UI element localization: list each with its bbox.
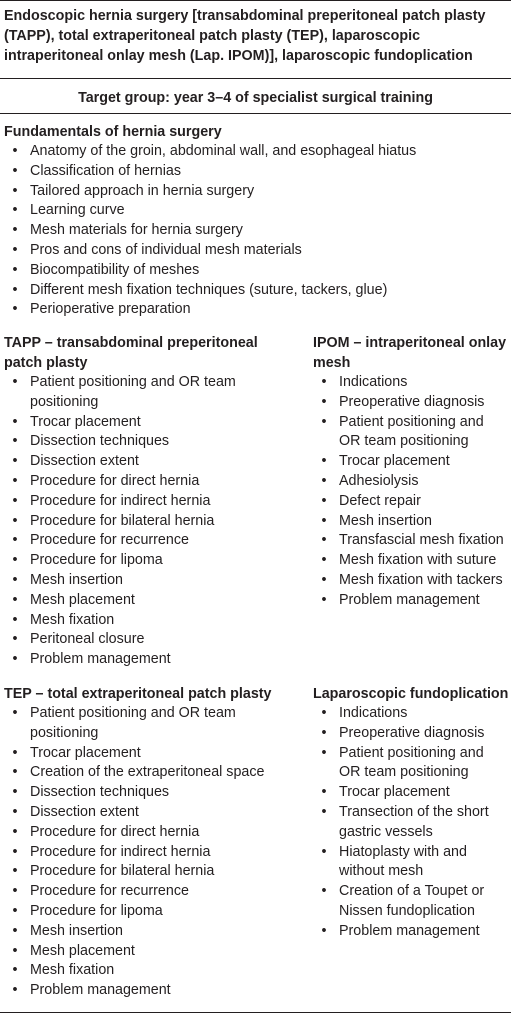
list-item (313, 744, 509, 784)
bullet-icon: • (12, 453, 18, 470)
bullet-icon: • (321, 532, 327, 549)
bullet-icon: • (12, 764, 18, 781)
list-item (4, 744, 299, 764)
list-item (313, 492, 509, 512)
item-text: Dissection extent (30, 453, 139, 470)
list-item (4, 512, 299, 532)
item-list (4, 142, 504, 320)
bullet-icon: • (12, 571, 18, 588)
list-item (313, 571, 509, 591)
section-heading: IPOM – intraperitoneal onlay mesh (313, 335, 507, 371)
item-text: Mesh fixation with tackers (339, 571, 503, 588)
item-text: Dissection techniques (30, 784, 170, 801)
list-item (313, 922, 509, 942)
list-item (4, 882, 299, 902)
item-text: Mesh placement (30, 591, 135, 608)
item-text: Trocar placement (30, 744, 141, 761)
bullet-icon: • (12, 261, 18, 278)
item-text: Biocompatibility of meshes (30, 261, 200, 278)
item-text: Procedure for bilateral hernia (30, 512, 215, 529)
item-text: Hiatoplasty with and without mesh (339, 843, 467, 880)
bullet-icon: • (12, 744, 18, 761)
bullet-icon: • (12, 611, 18, 628)
bullet-icon: • (321, 724, 327, 741)
item-text: Dissection techniques (30, 433, 170, 450)
list-item (4, 413, 299, 433)
bullet-icon: • (12, 512, 18, 529)
bullet-icon: • (321, 705, 327, 721)
list-item (313, 551, 509, 571)
section-laparoscopic-fundoplication (313, 684, 509, 942)
bullet-icon: • (12, 982, 18, 999)
list-item (4, 452, 299, 472)
list-item (4, 862, 299, 882)
item-text: Anatomy of the groin, abdominal wall, and esophageal hiatus (30, 143, 417, 159)
item-text: Procedure for lipoma (30, 902, 163, 919)
list-item (4, 704, 299, 744)
item-text: Transfascial mesh fixation (339, 532, 504, 549)
item-text: Mesh materials for hernia surgery (30, 222, 243, 239)
item-text: Procedure for direct hernia (30, 823, 200, 840)
bullet-icon: • (12, 532, 18, 549)
bullet-icon: • (12, 374, 18, 390)
list-item (313, 452, 509, 472)
item-text: Procedure for bilateral hernia (30, 863, 215, 880)
item-text: Procedure for lipoma (30, 552, 163, 569)
list-item (4, 942, 299, 962)
bullet-icon: • (12, 301, 18, 318)
bullet-icon: • (12, 202, 18, 219)
bullet-icon: • (321, 413, 327, 430)
item-text: Problem management (30, 982, 171, 999)
item-text: Mesh insertion (30, 922, 123, 939)
item-text: Trocar placement (30, 413, 141, 430)
section-tapp (4, 333, 299, 670)
list-item (4, 182, 504, 202)
item-text: Tailored approach in hernia surgery (30, 182, 255, 199)
list-item (313, 591, 509, 611)
bullet-icon: • (321, 744, 327, 761)
bullet-icon: • (321, 453, 327, 470)
item-text: Indications (339, 374, 408, 390)
list-item (313, 373, 509, 393)
list-item (313, 413, 509, 453)
item-text: Different mesh fixation techniques (suture, tackers, glue) (30, 281, 388, 298)
section-ipom (313, 333, 509, 611)
bullet-icon: • (12, 143, 18, 159)
bullet-icon: • (12, 631, 18, 648)
list-item (4, 281, 504, 301)
list-item (4, 783, 299, 803)
list-item (4, 981, 299, 1001)
bullet-icon: • (12, 492, 18, 509)
bullet-icon: • (321, 571, 327, 588)
bullet-icon: • (12, 162, 18, 179)
item-text: Preoperative diagnosis (339, 724, 485, 741)
bullet-icon: • (12, 281, 18, 298)
item-text: Trocar placement (339, 784, 450, 801)
item-text: Adhesiolysis (339, 472, 419, 489)
bullet-icon: • (12, 883, 18, 900)
item-text: Problem management (339, 591, 480, 608)
item-text: Perioperative preparation (30, 301, 191, 318)
list-item (4, 843, 299, 863)
bullet-icon: • (12, 591, 18, 608)
item-text: Procedure for indirect hernia (30, 843, 211, 860)
item-list (313, 373, 509, 611)
list-item (4, 261, 504, 281)
bullet-icon: • (12, 962, 18, 979)
item-text: Preoperative diagnosis (339, 393, 485, 410)
list-item (313, 512, 509, 532)
bullet-icon: • (321, 552, 327, 569)
item-text: Problem management (30, 651, 171, 668)
list-item (313, 724, 509, 744)
item-text: Procedure for indirect hernia (30, 492, 211, 509)
top-rule (0, 0, 511, 1)
bullet-icon: • (12, 413, 18, 430)
section-heading: Laparoscopic fundoplication (313, 686, 509, 702)
bullet-icon: • (12, 784, 18, 801)
list-item (4, 531, 299, 551)
bullet-icon: • (321, 472, 327, 489)
list-item (313, 882, 509, 922)
item-text: Defect repair (339, 492, 421, 509)
target-group: Target group: year 3–4 of specialist surgical training (78, 90, 433, 106)
list-item (4, 551, 299, 571)
bullet-icon: • (321, 591, 327, 608)
list-item (4, 902, 299, 922)
list-item (4, 221, 504, 241)
bullet-icon: • (12, 823, 18, 840)
item-text: Dissection extent (30, 803, 139, 820)
bullet-icon: • (321, 784, 327, 801)
item-text: Indications (339, 705, 408, 721)
bullet-icon: • (12, 863, 18, 880)
item-text: Mesh fixation with suture (339, 552, 497, 569)
list-item (4, 432, 299, 452)
bullet-icon: • (12, 182, 18, 199)
item-text: Creation of the extraperitoneal space (30, 764, 265, 781)
list-item (4, 650, 299, 670)
item-text: Mesh insertion (30, 571, 123, 588)
bullet-icon: • (12, 705, 18, 721)
item-text: Mesh placement (30, 942, 135, 959)
item-text: Procedure for recurrence (30, 883, 189, 900)
list-item (4, 300, 504, 320)
list-item (313, 843, 509, 883)
list-item (313, 783, 509, 803)
list-item (4, 142, 504, 162)
bullet-icon: • (12, 922, 18, 939)
list-item (4, 201, 504, 221)
bullet-icon: • (321, 374, 327, 390)
bullet-icon: • (12, 433, 18, 450)
bullet-icon: • (12, 651, 18, 668)
item-text: Peritoneal closure (30, 631, 145, 648)
list-item (4, 591, 299, 611)
list-item (313, 393, 509, 413)
list-item (4, 803, 299, 823)
item-text: Mesh fixation (30, 611, 115, 628)
bullet-icon: • (321, 512, 327, 529)
item-text: Trocar placement (339, 453, 450, 470)
bullet-icon: • (12, 222, 18, 239)
item-text: Transection of the short gastric vessels (339, 803, 489, 840)
bullet-icon: • (321, 803, 327, 820)
item-text: Patient positioning and OR team positioning (30, 705, 236, 741)
bullet-icon: • (12, 552, 18, 569)
bullet-icon: • (321, 843, 327, 860)
item-text: Mesh fixation (30, 962, 115, 979)
list-item (4, 922, 299, 942)
bullet-icon: • (321, 393, 327, 410)
bullet-icon: • (12, 843, 18, 860)
list-item (313, 803, 509, 843)
bullet-icon: • (321, 922, 327, 939)
list-item (4, 961, 299, 981)
list-item (4, 763, 299, 783)
list-item (4, 823, 299, 843)
item-list (4, 704, 299, 1001)
bullet-icon: • (12, 902, 18, 919)
item-text: Patient positioning and OR team positioning (30, 374, 236, 410)
bullet-icon: • (12, 942, 18, 959)
item-text: Mesh insertion (339, 512, 432, 529)
list-item (4, 571, 299, 591)
item-text: Learning curve (30, 202, 125, 219)
bullet-icon: • (12, 472, 18, 489)
section-tep (4, 684, 299, 1001)
list-item (4, 162, 504, 182)
item-text: Pros and cons of individual mesh materials (30, 241, 302, 258)
section-fundamentals (4, 122, 504, 320)
title-rule (0, 78, 511, 79)
item-text: Patient positioning and OR team positioning (339, 413, 484, 450)
list-item (4, 630, 299, 650)
bullet-icon: • (321, 492, 327, 509)
item-list (4, 373, 299, 670)
list-item (313, 531, 509, 551)
item-text: Patient positioning and OR team positioning (339, 744, 484, 781)
item-text: Problem management (339, 922, 480, 939)
list-item (4, 492, 299, 512)
list-item (4, 373, 299, 413)
item-text: Procedure for direct hernia (30, 472, 200, 489)
table-title: Endoscopic hernia surgery [transabdominal preperitoneal patch plasty (TAPP), total extraperitoneal patch plasty (TEP), laparoscopic intraperitoneal onlay mesh (Lap. IPOM)], laparoscopic fundoplication (4, 8, 486, 64)
section-heading: TEP – total extraperitoneal patch plasty (4, 686, 272, 702)
bullet-icon: • (12, 241, 18, 258)
section-heading: TAPP – transabdominal preperitoneal patch plasty (4, 335, 258, 371)
item-text: Procedure for recurrence (30, 532, 189, 549)
item-list (313, 704, 509, 942)
list-item (4, 472, 299, 492)
section-heading: Fundamentals of hernia surgery (4, 124, 222, 140)
list-item (313, 472, 509, 492)
item-text: Creation of a Toupet or Nissen fundoplication (339, 883, 485, 919)
list-item (4, 241, 504, 261)
list-item (4, 611, 299, 631)
item-text: Classification of hernias (30, 162, 181, 179)
list-item (313, 704, 509, 724)
bullet-icon: • (321, 883, 327, 900)
target-rule (0, 113, 511, 114)
bullet-icon: • (12, 803, 18, 820)
